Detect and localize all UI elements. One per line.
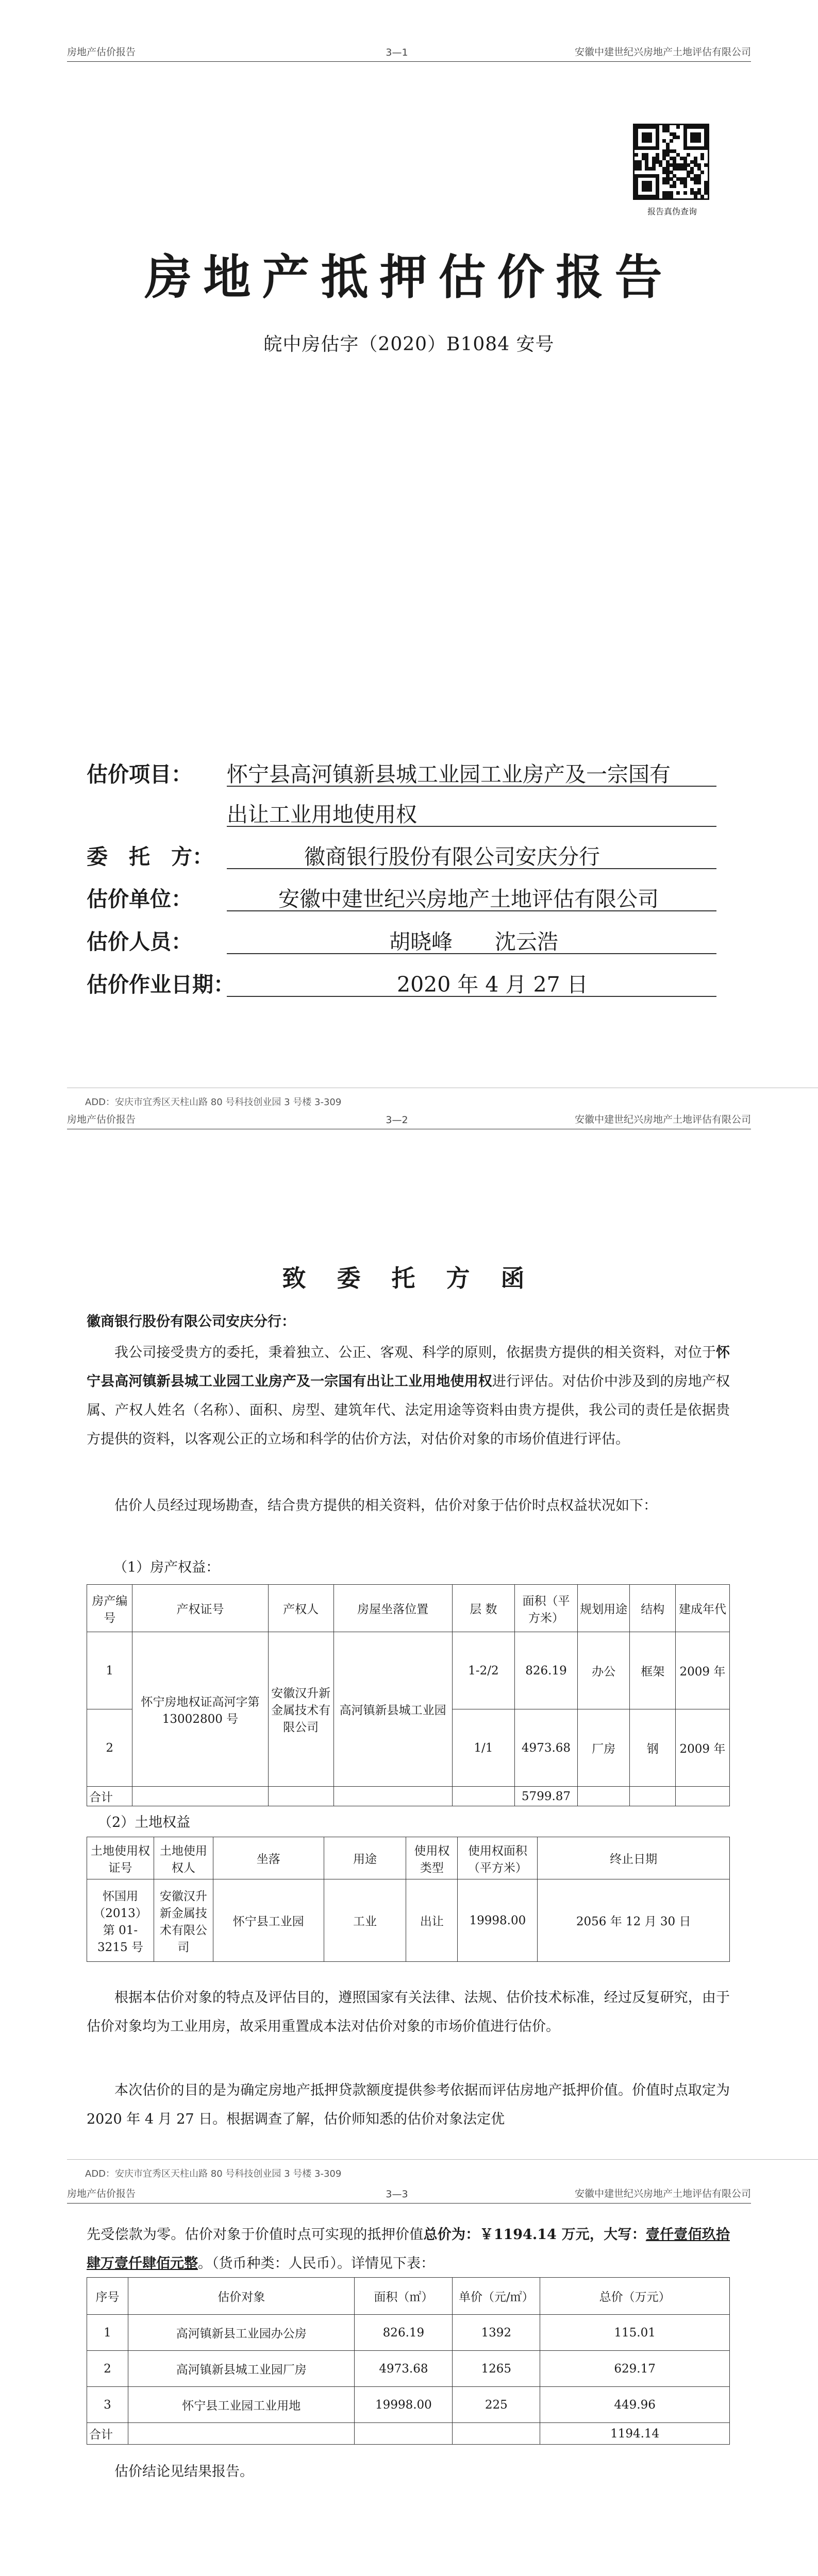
cell: 1392: [453, 2315, 540, 2351]
table-header: 产权证号: [132, 1585, 268, 1632]
qr-module: [656, 146, 659, 150]
table-row: [87, 2351, 730, 2387]
cell: 安徽汉升新金属技术有限公司: [154, 1879, 213, 1962]
underline: [227, 953, 716, 954]
cell: 826.19: [355, 2315, 453, 2351]
qr-module: [694, 195, 697, 198]
header-left: 房地产估价报告: [67, 1114, 136, 1125]
qr-module: [656, 195, 659, 198]
para5-end: 。（货币种类：人民币）。详情见下表：: [198, 2256, 435, 2272]
qr-module: [704, 146, 708, 150]
page-footer: ADD：安庆市宜秀区天柱山路 80 号科技创业园 3 号楼 3-309: [85, 1095, 341, 1108]
header-company: 安徽中建世纪兴房地产土地评估有限公司: [574, 46, 751, 58]
para5-total-words: 壹仟壹佰玖拾肆万壹仟肆佰元整: [87, 2227, 730, 2272]
qr-module: [697, 139, 701, 143]
project-line2: 出让工业用地使用权: [227, 802, 417, 827]
qr-module: [687, 153, 690, 157]
para5-start: 先受偿款为零。估价对象于价值时点可实现的抵押价值: [87, 2227, 424, 2243]
date-label: 估价作业日期：: [87, 972, 235, 997]
table-header: 坐落: [213, 1837, 324, 1879]
cell: 怀宁县工业园工业用地: [128, 2387, 355, 2423]
cell: 高河镇新县城工业园: [333, 1632, 452, 1787]
qr-code-icon[interactable]: [633, 124, 709, 200]
qr-module: [648, 188, 652, 192]
para1-start: 我公司接受贵方的委托，秉着独立、公正、客观、科学的原则，依据贵方提供的相关资料，对位于: [114, 1345, 716, 1361]
qr-module: [676, 125, 680, 129]
cell: 怀国用（2013）第 01-3215 号: [87, 1879, 154, 1962]
cell: 1: [87, 2315, 128, 2351]
qr-module: [700, 195, 704, 198]
salutation: 徽商银行股份有限公司安庆分行：: [87, 1314, 295, 1330]
table-header: 规划用途: [577, 1585, 630, 1632]
letter-paragraph-4: 本次估价的目的是为确定房地产抵押贷款额度提供参考依据而评估房地产抵押价值。价值时点取定为 2020 年 4 月 27 日。根据调查了解，估价师知悉的估价对象法定优: [87, 2082, 730, 2127]
qr-module: [638, 167, 642, 171]
table-header: 层 数: [452, 1585, 515, 1632]
client-label: 委 托 方：: [87, 844, 213, 869]
cell: 2056 年 12 月 30 日: [538, 1879, 730, 1962]
cell: 4973.68: [515, 1709, 578, 1787]
client-name: 徽商银行股份有限公司安庆分行: [304, 844, 600, 869]
table-header: 结构: [630, 1585, 675, 1632]
page-header: [67, 1108, 751, 1129]
cell: 2: [87, 1709, 132, 1787]
cell: 1-2/2: [452, 1632, 515, 1709]
table-header: 土地使用权人: [154, 1837, 213, 1879]
table-row: [87, 1787, 730, 1806]
header-page: 3—3: [386, 2189, 408, 2200]
cell: 19998.00: [458, 1879, 538, 1962]
value-table: [87, 2277, 730, 2445]
land-rights-table: [87, 1837, 730, 1962]
qr-caption: 报告真伪查询: [647, 207, 697, 216]
qr-module: [700, 157, 704, 160]
letter-paragraph-1: [87, 1338, 730, 1454]
land-caption: （2）土地权益: [98, 1815, 191, 1831]
qr-module: [704, 191, 708, 195]
qr-module: [648, 139, 652, 143]
header-company: 安徽中建世纪兴房地产土地评估有限公司: [574, 1114, 751, 1125]
cell: 合计: [87, 1787, 132, 1806]
table-header: 房屋坐落位置: [333, 1585, 452, 1632]
table-header: 面积（平方米）: [515, 1585, 578, 1632]
qr-module: [676, 135, 680, 139]
table-header: 序号: [87, 2278, 128, 2315]
cell: 629.17: [540, 2351, 730, 2387]
table-header: 使用权面积（平方米）: [458, 1837, 538, 1879]
letter-paragraph-2: 估价人员经过现场勘查，结合贵方提供的相关资料，估价对象于估价时点权益状况如下：: [114, 1498, 657, 1514]
underline: [227, 868, 716, 869]
table-header: 用途: [324, 1837, 406, 1879]
cell: 1194.14: [540, 2423, 730, 2445]
cell: 办公: [577, 1632, 630, 1709]
letter-paragraph-3: 根据本估价对象的特点及评估目的，遵照国家有关法律、法规、估价技术标准，经过反复研究，由于估价对象均为工业用房，故采用重置成本法对估价对象的市场价值进行估价。: [87, 1990, 730, 2035]
cell: 2: [87, 2351, 128, 2387]
cell: 合计: [87, 2423, 128, 2445]
cell: 1265: [453, 2351, 540, 2387]
project-label: 估价项目：: [87, 762, 192, 787]
qr-module: [670, 139, 673, 143]
table-row: [87, 2387, 730, 2423]
cell: 1/1: [452, 1709, 515, 1787]
underline: [227, 786, 716, 787]
header-page: 3—2: [386, 1114, 408, 1126]
cell: 高河镇新县工业园办公房: [128, 2315, 355, 2351]
appraiser-name: 安徽中建世纪兴房地产土地评估有限公司: [278, 887, 659, 911]
cell: 4973.68: [355, 2351, 453, 2387]
letter-paragraph-5: [87, 2221, 730, 2278]
work-date: 2020 年 4 月 27 日: [397, 972, 588, 997]
table-header: 使用权类型: [406, 1837, 458, 1879]
qr-module: [673, 184, 676, 188]
house-caption: （1）房产权益：: [113, 1560, 220, 1575]
qr-module: [697, 181, 701, 184]
cell: 出让: [406, 1879, 458, 1962]
letter-title: 致 委 托 方 函: [282, 1264, 536, 1292]
cell: 115.01: [540, 2315, 730, 2351]
letter-paragraph-6: 估价结论见结果报告。: [114, 2464, 254, 2480]
qr-module: [700, 171, 704, 174]
para1-end: 进行评估。对估价中涉及到的房地产权属、产权人姓名（名称）、面积、房型、建筑年代、法定用途等资料由贵方提供，我公司的责任是依据贵方提供的资料，以客观公正的立场和科学的估价方法，对估价对象的市场价值进行评估。: [87, 1374, 730, 1447]
table-header: 土地使用权证号: [87, 1837, 154, 1879]
table-row: [87, 2315, 730, 2351]
table-header: 房产编号: [87, 1585, 132, 1632]
page-footer: ADD：安庆市宜秀区天柱山路 80 号科技创业园 3 号楼 3-309: [85, 2166, 341, 2180]
cell: 工业: [324, 1879, 406, 1962]
report-title: 房地产抵押估价报告: [144, 249, 674, 305]
table-header: 估价对象: [128, 2278, 355, 2315]
qr-module: [683, 184, 687, 188]
persons-label: 估价人员：: [87, 929, 192, 954]
page-header: [67, 2182, 751, 2204]
header-page: 3—1: [386, 47, 408, 58]
qr-module: [635, 153, 638, 157]
header-company: 安徽中建世纪兴房地产土地评估有限公司: [574, 2188, 751, 2199]
para1-subject: 怀宁县高河镇新县城工业园工业房产及一宗国有出让工业用地使用权: [87, 1345, 730, 1389]
table-row: [87, 1879, 730, 1962]
cell: 钢: [630, 1709, 675, 1787]
page-header: [67, 40, 751, 62]
underline: [227, 826, 716, 827]
table-header: 面积（㎡）: [355, 2278, 453, 2315]
cell: 19998.00: [355, 2387, 453, 2423]
qr-module: [676, 191, 680, 195]
cell: 框架: [630, 1632, 675, 1709]
table-header: 总价（万元）: [540, 2278, 730, 2315]
cell: 1: [87, 1632, 132, 1709]
cell: 826.19: [515, 1632, 578, 1709]
table-header: 单价（元/㎡）: [453, 2278, 540, 2315]
cell: 5799.87: [515, 1787, 578, 1806]
header-left: 房地产估价报告: [67, 46, 136, 58]
project-line1: 怀宁县高河镇新县城工业园工业房产及一宗国有: [227, 762, 671, 787]
header-left: 房地产估价报告: [67, 2188, 136, 2199]
table-header: 建成年代: [675, 1585, 729, 1632]
underline: [227, 910, 716, 911]
table-header: 终止日期: [538, 1837, 730, 1879]
underline: [227, 996, 716, 997]
table-header: 产权人: [268, 1585, 333, 1632]
qr-module: [683, 191, 687, 195]
cell: 高河镇新县城工业园厂房: [128, 2351, 355, 2387]
house-rights-table: [87, 1584, 730, 1806]
person-2: 沈云浩: [495, 929, 558, 954]
person-1: 胡晓峰: [389, 929, 453, 954]
appraiser-label: 估价单位：: [87, 887, 192, 911]
cell: 3: [87, 2387, 128, 2423]
cell: 怀宁房地权证高河字第 13002800 号: [132, 1632, 268, 1787]
qr-module: [704, 163, 708, 167]
qr-module: [670, 195, 673, 198]
qr-module: [652, 167, 656, 171]
table-row: [87, 1632, 730, 1709]
cell: 449.96: [540, 2387, 730, 2423]
cell: 2009 年: [675, 1709, 729, 1787]
cell: 厂房: [577, 1709, 630, 1787]
report-number: 皖中房估字（2020）B1084 安号: [263, 334, 555, 355]
para5-total: 总价为：￥1194.14 万元，大写：: [423, 2227, 646, 2243]
table-row: [87, 2423, 730, 2445]
cell: 怀宁县工业园: [213, 1879, 324, 1962]
cell: 安徽汉升新金属技术有限公司: [268, 1632, 333, 1787]
cell: 2009 年: [675, 1632, 729, 1709]
cell: 225: [453, 2387, 540, 2423]
